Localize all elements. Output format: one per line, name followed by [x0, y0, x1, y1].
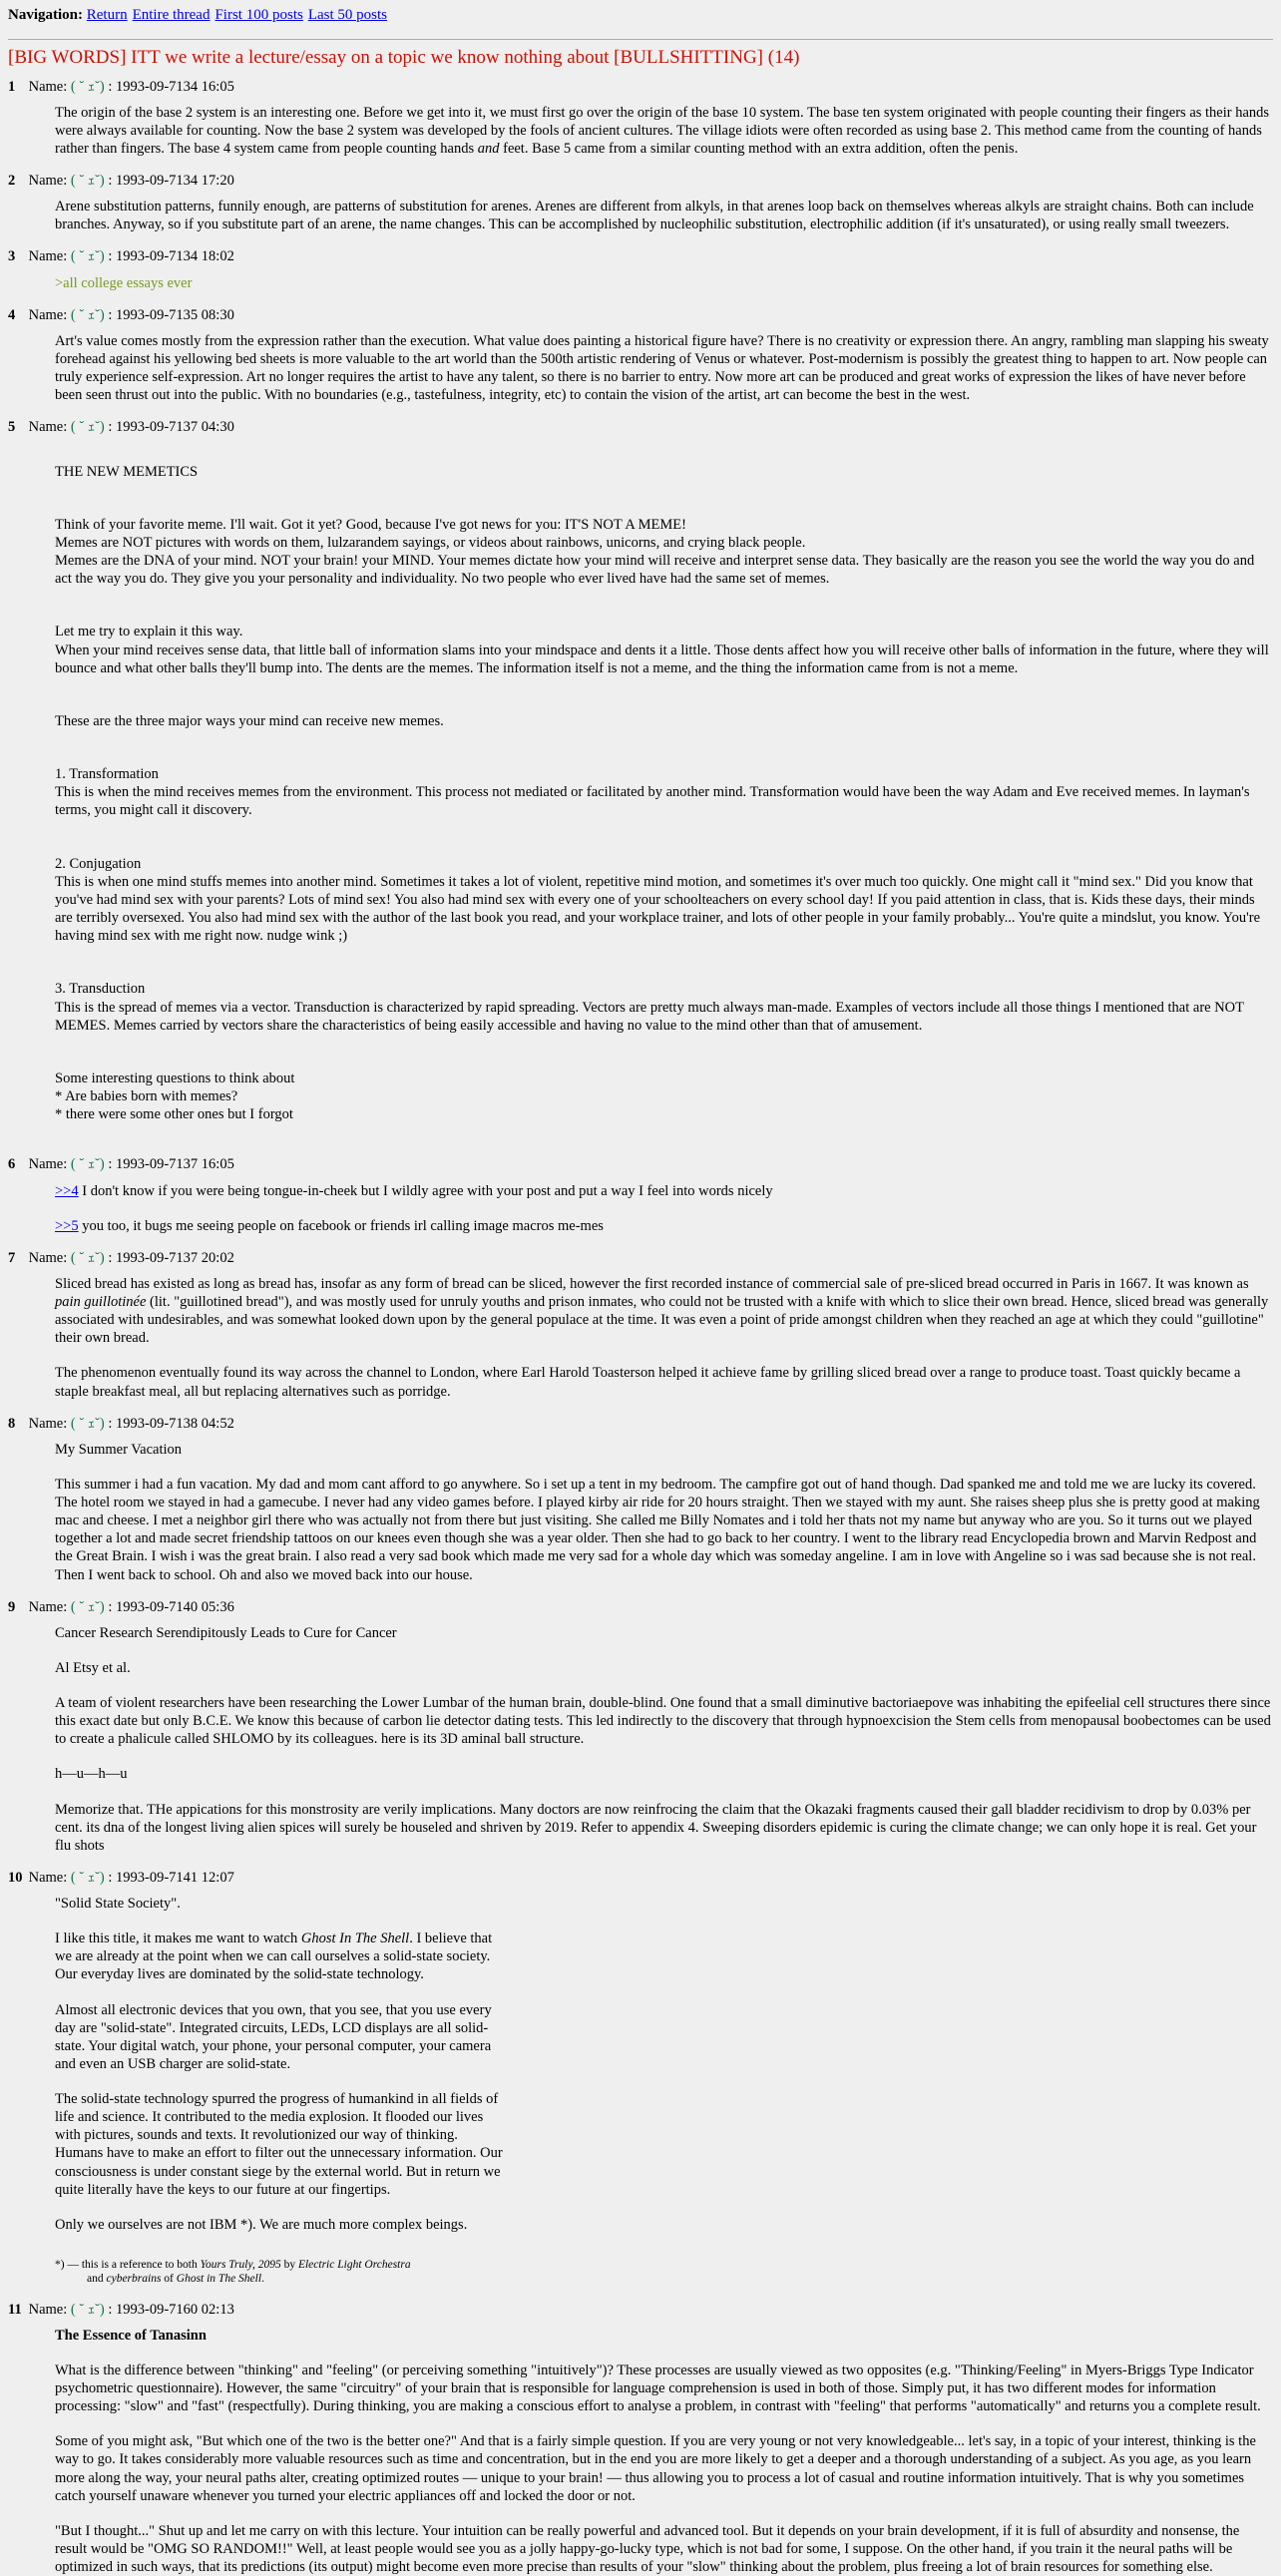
- post: [8, 418, 1273, 1141]
- post-paragraph: 1. Transformation This is when the mind receives memes from the environment. This process not mediated or facilitated by another mind. Transformation would have been the way Adam and Eve received memes. In layman's terms, you might call it discovery.: [55, 766, 1250, 819]
- post-paragraph: Memorize that. THe appications for this monstrosity are verily implications. Many doctors are now reinfrocing the claim that the Okazaki fragments caused their gall bladder recidivism to drop by 0.03% per cent. its dna of the longest living alien spices will surely be houseled and shriven by 2019. Refer to appendix 4. Sweeping disorders epidemic is curing the climate change; we can only hope it is real. Get your flu shots: [55, 1801, 1257, 1854]
- poster-name: ( ˘ ｪ˘): [70, 1869, 105, 1886]
- poster-name: ( ˘ ｪ˘): [70, 1249, 105, 1266]
- post-paragraph: Art's value comes mostly from the expression rather than the execution. What value does painting a historical figure have? There is no creativity or expression there. An angry, rambling man slapping his sweaty forehead against his yellowing bed sheets is more valuable to the art world than the 500th artistic rendering of Venus or whatever. Post-modernism is possibly the greatest thing to happen to art. Now people can truly experience self-expression. Art no longer requires the artist to have any talent, so there is no barrier to entry. Now more art can be produced and great works of expression the likes of have never before been seen thrust out into the public. With no boundaries (e.g., tastefulness, integrity, etc) to contain the vision of the artist, art can become the best in the west.: [55, 332, 1269, 404]
- post-header: 11 Name: ( ˘ ｪ˘) : 1993-09-7160 02:13: [8, 2301, 234, 2318]
- post-paragraph: The solid-state technology spurred the progress of humankind in all fields of life and science. It contributed to the media explosion. It flooded our lives with pictures, sounds and texts. It revolutionized our way of thinking. Humans have to make an effort to filter out the unnecessary information. Our consciousness is under constant siege by the external world. But in return we quite literally have the keys to our future at our fingertips.: [55, 2091, 503, 2198]
- name-label: Name:: [28, 419, 68, 436]
- poster-name: ( ˘ ｪ˘): [70, 306, 105, 323]
- post-body: [55, 1182, 1273, 1235]
- post-date: 1993-09-7160 02:13: [116, 2301, 234, 2318]
- poster-name: ( ˘ ｪ˘): [70, 173, 105, 189]
- name-label: Name:: [28, 1249, 68, 1266]
- post-header: 6 Name: ( ˘ ｪ˘) : 1993-09-7137 16:05: [8, 1156, 234, 1173]
- name-label: Name:: [28, 1415, 68, 1432]
- reply-link[interactable]: >>5: [55, 1217, 79, 1234]
- post-paragraph: Arene substitution patterns, funnily enough, are patterns of substitution for arenes. Arenes are different from alkyls, in that arenes loop back on themselves whereas alkyls are straight chains. Both can include branches. Anyway, so if you substitute part of an arene, the name changes. This can be accomplished by nucleophilic substitution, electrophilic addition (if it's unsaturated), or using really small tweezers.: [55, 199, 1254, 233]
- post-body: [55, 444, 1273, 1141]
- post-body: [55, 332, 1273, 405]
- post-header: 10 Name: ( ˘ ｪ˘) : 1993-09-7141 12:07: [8, 1869, 234, 1886]
- post-number[interactable]: 4: [8, 306, 16, 323]
- post-paragraph: "But I thought..." Shut up and let me carry on with this lecture. Your intuition can be really powerful and advanced tool. But it depends on your brain development, if it is full of absurdity and nonsense, the result would be "OMG SO RANDOM!!" Well, at least people would see you as a jolly happy-go-lucky type, which is not bad for some, I suppose. On the other hand, if you train it the neural paths will be optimized in such ways, that its predictions (its output) might become even more precise than results of your "slow" thinking about the problem, plus freeing a lot of brain resources for something else.: [55, 2522, 1240, 2575]
- post-paragraph: >>5 you too, it bugs me seeing people on facebook or friends irl calling image macros me-mes: [55, 1217, 604, 1234]
- post-paragraph: My Summer Vacation: [55, 1441, 182, 1458]
- post-paragraph: THE NEW MEMETICS: [55, 463, 199, 480]
- post-header: 7 Name: ( ˘ ｪ˘) : 1993-09-7137 20:02: [8, 1249, 234, 1266]
- nav-link-return[interactable]: Return: [86, 7, 128, 23]
- post-paragraph: These are the three major ways your mind can receive new memes.: [55, 712, 444, 729]
- post-body: [55, 198, 1273, 233]
- post-paragraph: Some of you might ask, "But which one of the two is the better one?" And that is a fairly simple question. If you are very young or not very knowledgeable... let's say, in a topic of your interest, thinking is the way to go. It takes considerably more valuable resources such as time and concentration, but in the end you are more likely to get a deeper and a thorough understanding of a subject. As you age, as you learn more along the way, your neural paths alter, creating optimized routes — unique to your brain! — thus allowing you to process a lot of casual and routine information intuitively. That is why you sometimes catch yourself unaware whenever you turned your electric appliances off and locked the door or not.: [55, 2433, 1256, 2504]
- post: [8, 1869, 1273, 2287]
- divider: [8, 39, 1273, 40]
- post: [8, 306, 1273, 405]
- poster-name: ( ˘ ｪ˘): [70, 78, 105, 95]
- post-paragraph: Only we ourselves are not IBM *). We are much more complex beings.: [55, 2216, 468, 2233]
- post-header: 2 Name: ( ˘ ｪ˘) : 1993-09-7134 17:20: [8, 173, 234, 189]
- poster-name: ( ˘ ｪ˘): [70, 1156, 105, 1173]
- post-number[interactable]: 2: [8, 173, 16, 189]
- navigation-bar: [8, 6, 1273, 25]
- thread-title: [BIG WORDS] ITT we write a lecture/essay on a topic we know nothing about [BULLSHITTING] (14): [8, 46, 800, 68]
- name-label: Name:: [28, 2301, 68, 2318]
- post-header: 9 Name: ( ˘ ｪ˘) : 1993-09-7140 05:36: [8, 1598, 234, 1615]
- post-paragraph: Sliced bread has existed as long as bread has, insofar as any form of bread can be sliced, however the first recorded instance of commercial sale of pre-sliced bread occurred in Paris in 1667. It was known as pain guillotinée (lit. "guillotined bread"), and was mostly used for unruly youths and prison inmates, who could not be trusted with a knife with which to slice their own bread. Hence, sliced bread was generally associated with undesirables, and was somewhat looked down upon by the general populace at the time. It was even a point of pride amongst children when they reached an age at which they could "guillotine" their own bread.: [55, 1275, 1269, 1347]
- post-body: [55, 1275, 1273, 1401]
- post-number[interactable]: 7: [8, 1249, 16, 1266]
- post-date: 1993-09-7134 18:02: [116, 248, 234, 265]
- post-date: 1993-09-7134 16:05: [116, 78, 234, 95]
- post-number[interactable]: 11: [8, 2301, 22, 2318]
- post-date: 1993-09-7137 16:05: [116, 1156, 234, 1173]
- post-paragraph: This summer i had a fun vacation. My dad and mom cant afford to go anywhere. So i set up a tent in my bedroom. The campfire got out of hand though. Dad spanked me and told me we are lucky its covered. The hotel room we stayed in had a gamecube. I never had any video games before. I played kirby air ride for 20 hours straight. Then we stayed with my aunt. She raises sheep plus she is pretty good at making mac and cheese. I met a neighbor girl there who was actually not from there but just visiting. She called me Billy Nomates and i told her thats not my name but anyway who are you. So it turns out we played together a lot and made secret friendship tattoos on our knees even though she was a year older. Then she had to go back to her country. I went to the library read Encyclopedia brown and Marvin Redpost and the Great Brain. I wish i was the great brain. I also read a very sad book which made me very sad for a whole day which was someday angeline. I am in love with Angeline so i was sad because she is not real. Then I went back to school. Oh and also we moved back into our house.: [55, 1476, 1260, 1583]
- poster-name: ( ˘ ｪ˘): [70, 2301, 105, 2318]
- post-paragraph: Cancer Research Serendipitously Leads to Cure for Cancer: [55, 1624, 397, 1641]
- post: [8, 1415, 1273, 1584]
- post: [8, 247, 1273, 291]
- post-number[interactable]: 9: [8, 1598, 16, 1615]
- post-body: [55, 2327, 1273, 2576]
- post-paragraph: 2. Conjugation This is when one mind stuffs memes into another mind. Sometimes it takes a lot of violent, repetitive mind motion, and sometimes it's over much too quickly. One might call it "mind sex." Did you know that you've had mind sex with your parents? Lots of mind sex! You also had mind sex with every one of your schoolteachers on every school day! If you paid attention in class, that is. Kids these days, their minds are terribly oversexed. You also had mind sex with the author of the last book you read, and your workplace trainer, and lots of other people in your family probably... You're quite a mindslut, you know. You're having mind sex with me right now. nudge wink ;): [55, 855, 1261, 945]
- post-header: 5 Name: ( ˘ ｪ˘) : 1993-09-7137 04:30: [8, 419, 234, 436]
- name-label: Name:: [28, 248, 68, 265]
- post: [8, 78, 1273, 159]
- name-label: Name:: [28, 1869, 68, 1886]
- post-body: [55, 104, 1273, 158]
- post-body: [55, 1895, 1273, 2287]
- name-label: Name:: [28, 306, 68, 323]
- essay-heading: The Essence of Tanasinn: [55, 2327, 207, 2344]
- poster-name: ( ˘ ｪ˘): [70, 1415, 105, 1432]
- post: [8, 172, 1273, 233]
- post-paragraph: A team of violent researchers have been researching the Lower Lumbar of the human brain, double-blind. One found that a small diminutive bactoriaepove was inhabiting the epifeelial cell structures there since this exact date but only B.C.E. We know this because of carbon lie detector dating tests. This led indirectly to the discovery that through hypnoexcision the Stem cells from menopausal boobectomes can be used to create a phalicule called SHLOMO by its colleagues. here is its 3D aminal ball structure.: [55, 1695, 1271, 1748]
- post-number[interactable]: 3: [8, 248, 16, 265]
- post-body: [55, 1624, 1273, 1855]
- poster-name: ( ˘ ｪ˘): [70, 419, 105, 436]
- post-paragraph: The phenomenon eventually found its way across the channel to London, where Earl Harold Toasterson helped it achieve fame by grilling sliced bread over a range to produce toast. Toast quickly became a staple breakfast meal, all but replacing alternatives such as porridge.: [55, 1365, 1241, 1400]
- post: [8, 1598, 1273, 1855]
- post-paragraph: Let me try to explain it this way. When your mind receives sense data, that little ball of information slams into your mindspace and dents it a little. Those dents affect how you will receive other balls of information in the future, where they will bounce and what other balls they'll bump into. The dents are the memes. The information itself is not a meme, and the thing the information came from is not a meme.: [55, 624, 1269, 676]
- nav-link-first-100-posts[interactable]: First 100 posts: [214, 7, 303, 23]
- reply-link[interactable]: >>4: [55, 1182, 79, 1199]
- ascii-structure: h—u—h—u: [55, 1766, 128, 1783]
- name-label: Name:: [28, 78, 68, 95]
- post-paragraph: 3. Transduction This is the spread of memes via a vector. Transduction is characterized by rapid spreading. Vectors are pretty much always man-made. Examples of vectors include all those things I mentioned that are NOT MEMES. Memes carried by vectors share the characteristics of being easily accessible and having no value to the mind other than that of amusement.: [55, 981, 1244, 1034]
- post-number[interactable]: 6: [8, 1156, 16, 1173]
- post-header: 8 Name: ( ˘ ｪ˘) : 1993-09-7138 04:52: [8, 1415, 234, 1432]
- post-number[interactable]: 1: [8, 78, 16, 95]
- post-header: 3 Name: ( ˘ ｪ˘) : 1993-09-7134 18:02: [8, 248, 234, 265]
- essay-column: [55, 1895, 509, 2234]
- post-date: 1993-09-7141 12:07: [116, 1869, 234, 1886]
- post-body: [55, 1441, 1273, 1584]
- post-paragraph: The origin of the base 2 system is an interesting one. Before we get into it, we must first go over the origin of the base 10 system. The base ten system originated with people counting their fingers as their hands were always available for counting. Now the base 2 system was developed by the fools of ancient cultures. The village idiots were often recorded as using base 2. This method came from the counting of hands rather than fingers. The base 4 system came from people counting hands and feet. Base 5 came from a similar counting method with an extra addition, often the penis.: [55, 104, 1270, 157]
- post-header: 1 Name: ( ˘ ｪ˘) : 1993-09-7134 16:05: [8, 78, 234, 95]
- post-paragraph: "Solid State Society".: [55, 1896, 181, 1912]
- poster-name: ( ˘ ｪ˘): [70, 248, 105, 265]
- post-date: 1993-09-7134 17:20: [116, 173, 234, 189]
- post-body: [55, 274, 1273, 292]
- post-paragraph: What is the difference between "thinking" and "feeling" (or perceiving something "intuitively")? These processes are usually viewed as two opposites (e.g. "Thinking/Feeling" in Myers-Briggs Type Indicator psychometric questionnaire). However, the same "circuitry" of your brain that is responsible for language comprehension is used in both of those. Simply put, it has two different modes for information processing: "slow" and "fast" (respectfully). During thinking, you are making a conscious effort to analyse a problem, in contrast with "feeling" that performs "automatically" and returns you a complete result.: [55, 2361, 1261, 2415]
- post-date: 1993-09-7137 20:02: [116, 1249, 234, 1266]
- post-paragraph: I like this title, it makes me want to watch Ghost In The Shell. I believe that we are already at the point when we can call ourselves a solid-state society. Our everyday lives are dominated by the solid-state technology.: [55, 1931, 493, 1983]
- post-date: 1993-09-7140 05:36: [116, 1598, 234, 1615]
- post-paragraph: Al Etsy et al.: [55, 1659, 131, 1676]
- navigation-label: Navigation:: [8, 7, 83, 23]
- post: [8, 2301, 1273, 2576]
- poster-name: ( ˘ ｪ˘): [70, 1598, 105, 1615]
- nav-link-entire-thread[interactable]: Entire thread: [132, 7, 211, 23]
- post-paragraph: Almost all electronic devices that you own, that you see, that you use every day are "solid-state". Integrated circuits, LEDs, LCD displays are all solid-state. Your digital watch, your phone, your personal computer, your camera and even an USB charger are solid-state.: [55, 2001, 492, 2072]
- footnote: *) — this is a reference to both Yours Truly, 2095 by Electric Light Orchestra and cyberbrains of Ghost in The Shell.: [55, 2258, 411, 2286]
- post: [8, 1249, 1273, 1401]
- post: [8, 1155, 1273, 1234]
- greentext-quote: >all college essays ever: [55, 274, 193, 291]
- name-label: Name:: [28, 173, 68, 189]
- post-number[interactable]: 10: [8, 1869, 23, 1886]
- post-paragraph: Some interesting questions to think about * Are babies born with memes? * there were some other ones but I forgot: [55, 1070, 295, 1123]
- name-label: Name:: [28, 1156, 68, 1173]
- nav-link-last-50-posts[interactable]: Last 50 posts: [307, 7, 387, 23]
- post-paragraph: Think of your favorite meme. I'll wait. Got it yet? Good, because I've got news for you: IT'S NOT A MEME! Memes are NOT pictures with words on them, lulzarandem sayings, or videos about rainbows, unicorns, and crying black people. Memes are the DNA of your mind. NOT your brain! your MIND. Your memes dictate how your mind will receive and interpret sense data. They basically are the reason you see the world the way you do and act the way you do. They give you your personality and individuality. No two people who ever lived have had the same set of memes.: [55, 516, 1255, 588]
- name-label: Name:: [28, 1598, 68, 1615]
- post-paragraph: >>4 I don't know if you were being tongue-in-cheek but I wildly agree with your post and put a way I feel into words nicely: [55, 1182, 773, 1199]
- post-number[interactable]: 5: [8, 419, 16, 436]
- post-header: 4 Name: ( ˘ ｪ˘) : 1993-09-7135 08:30: [8, 306, 234, 323]
- post-number[interactable]: 8: [8, 1415, 16, 1432]
- post-date: 1993-09-7138 04:52: [116, 1415, 234, 1432]
- post-date: 1993-09-7137 04:30: [116, 419, 234, 436]
- post-date: 1993-09-7135 08:30: [116, 306, 234, 323]
